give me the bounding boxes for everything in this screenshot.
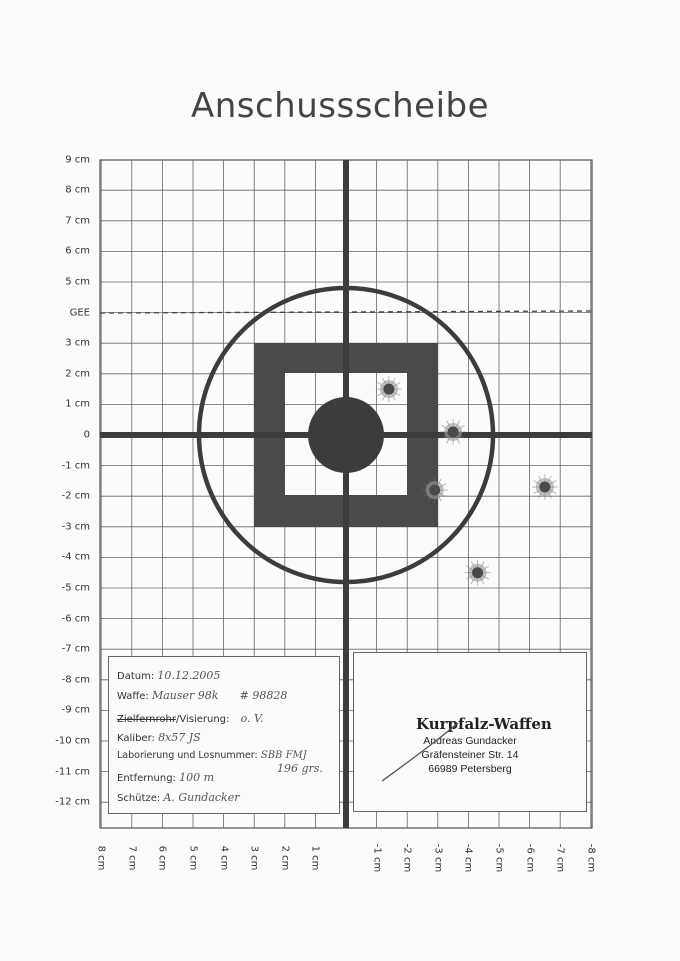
dealer-name: Andreas Gundacker bbox=[423, 735, 517, 747]
y-axis-label: -12 cm bbox=[55, 796, 90, 808]
laborierung-value2: 196 grs. bbox=[277, 762, 323, 775]
dealer-city: 66989 Petersberg bbox=[428, 763, 512, 775]
schuetze-label: Schütze: bbox=[117, 793, 161, 804]
y-axis-label: -3 cm bbox=[61, 521, 90, 533]
x-axis-label: 3 cm bbox=[248, 845, 260, 871]
x-axis-label: 7 cm bbox=[126, 845, 138, 871]
y-axis-label: 5 cm bbox=[65, 276, 90, 288]
x-axis-label: -8 cm bbox=[585, 843, 597, 873]
visierung-strike: Zielfernrohr bbox=[117, 714, 176, 725]
kaliber-label: Kaliber: bbox=[117, 733, 155, 744]
shot-hole bbox=[440, 419, 466, 445]
y-axis-label: -2 cm bbox=[61, 490, 90, 502]
datum-value: 10.12.2005 bbox=[157, 669, 221, 682]
y-axis-label: 8 cm bbox=[65, 184, 90, 196]
y-axis-label: -5 cm bbox=[61, 582, 90, 594]
x-axis-label: -4 cm bbox=[462, 843, 474, 873]
y-axis-label: -8 cm bbox=[61, 674, 90, 686]
datum-label: Datum: bbox=[117, 671, 155, 682]
dealer-street: Gräfensteiner Str. 14 bbox=[421, 749, 519, 761]
waffe-row bbox=[117, 689, 287, 702]
y-axis-label: 0 bbox=[83, 429, 90, 441]
signature-stroke bbox=[354, 653, 588, 813]
kaliber-row bbox=[117, 731, 201, 744]
entfernung-value: 100 m bbox=[179, 771, 215, 784]
x-axis-label: 4 cm bbox=[218, 845, 230, 871]
visierung-label: /Visierung: bbox=[175, 714, 230, 725]
y-axis-label: -6 cm bbox=[61, 613, 90, 625]
waffe-value: Mauser 98k bbox=[151, 689, 219, 702]
visierung-value: o. V. bbox=[240, 712, 264, 725]
x-axis-label: 2 cm bbox=[279, 845, 291, 871]
x-axis-label: -3 cm bbox=[432, 843, 444, 873]
x-axis-label: -2 cm bbox=[401, 843, 413, 873]
laborierung-value: SBB FMJ bbox=[260, 750, 307, 761]
entfernung-label: Entfernung: bbox=[117, 773, 176, 784]
x-axis-label: -6 cm bbox=[524, 843, 536, 873]
schuetze-value: A. Gundacker bbox=[163, 791, 240, 804]
page-title: Anschussscheibe bbox=[190, 86, 490, 126]
y-axis-label: -10 cm bbox=[55, 735, 90, 747]
y-axis-label: 2 cm bbox=[65, 368, 90, 380]
x-axis-label: 1 cm bbox=[309, 845, 321, 871]
y-axis-label: 6 cm bbox=[65, 245, 90, 257]
laborierung-row bbox=[117, 750, 307, 761]
y-axis-label: 7 cm bbox=[65, 215, 90, 227]
x-axis-label: -1 cm bbox=[371, 843, 383, 873]
x-axis-label: 5 cm bbox=[187, 845, 199, 871]
y-axis-label: GEE bbox=[69, 307, 90, 319]
info-box bbox=[108, 656, 340, 814]
x-axis-label: -5 cm bbox=[493, 843, 505, 873]
waffe-number: # 98828 bbox=[239, 689, 288, 702]
y-axis-label: -4 cm bbox=[61, 551, 90, 563]
y-axis-label: -9 cm bbox=[61, 704, 90, 716]
dealer-stamp-box bbox=[353, 652, 587, 812]
x-axis-label: 6 cm bbox=[156, 845, 168, 871]
y-axis-label: -11 cm bbox=[55, 766, 90, 778]
y-axis-label: 9 cm bbox=[65, 154, 90, 166]
y-axis-label: -7 cm bbox=[61, 643, 90, 655]
x-axis-label: -7 cm bbox=[554, 843, 566, 873]
y-axis-label: 1 cm bbox=[65, 398, 90, 410]
entfernung-row bbox=[117, 771, 214, 784]
laborierung-label: Laborierung und Losnummer: bbox=[117, 750, 258, 761]
x-axis-label: 8 cm bbox=[95, 845, 107, 871]
dealer-logo: Kurpfalz-Waffen bbox=[416, 715, 552, 733]
y-axis-label: 3 cm bbox=[65, 337, 90, 349]
kaliber-value: 8x57 JS bbox=[158, 731, 201, 744]
waffe-label: Waffe: bbox=[117, 691, 149, 702]
datum-row bbox=[117, 669, 220, 682]
y-axis-label: -1 cm bbox=[61, 460, 90, 472]
visierung-row bbox=[117, 712, 264, 725]
schuetze-row bbox=[117, 791, 240, 804]
